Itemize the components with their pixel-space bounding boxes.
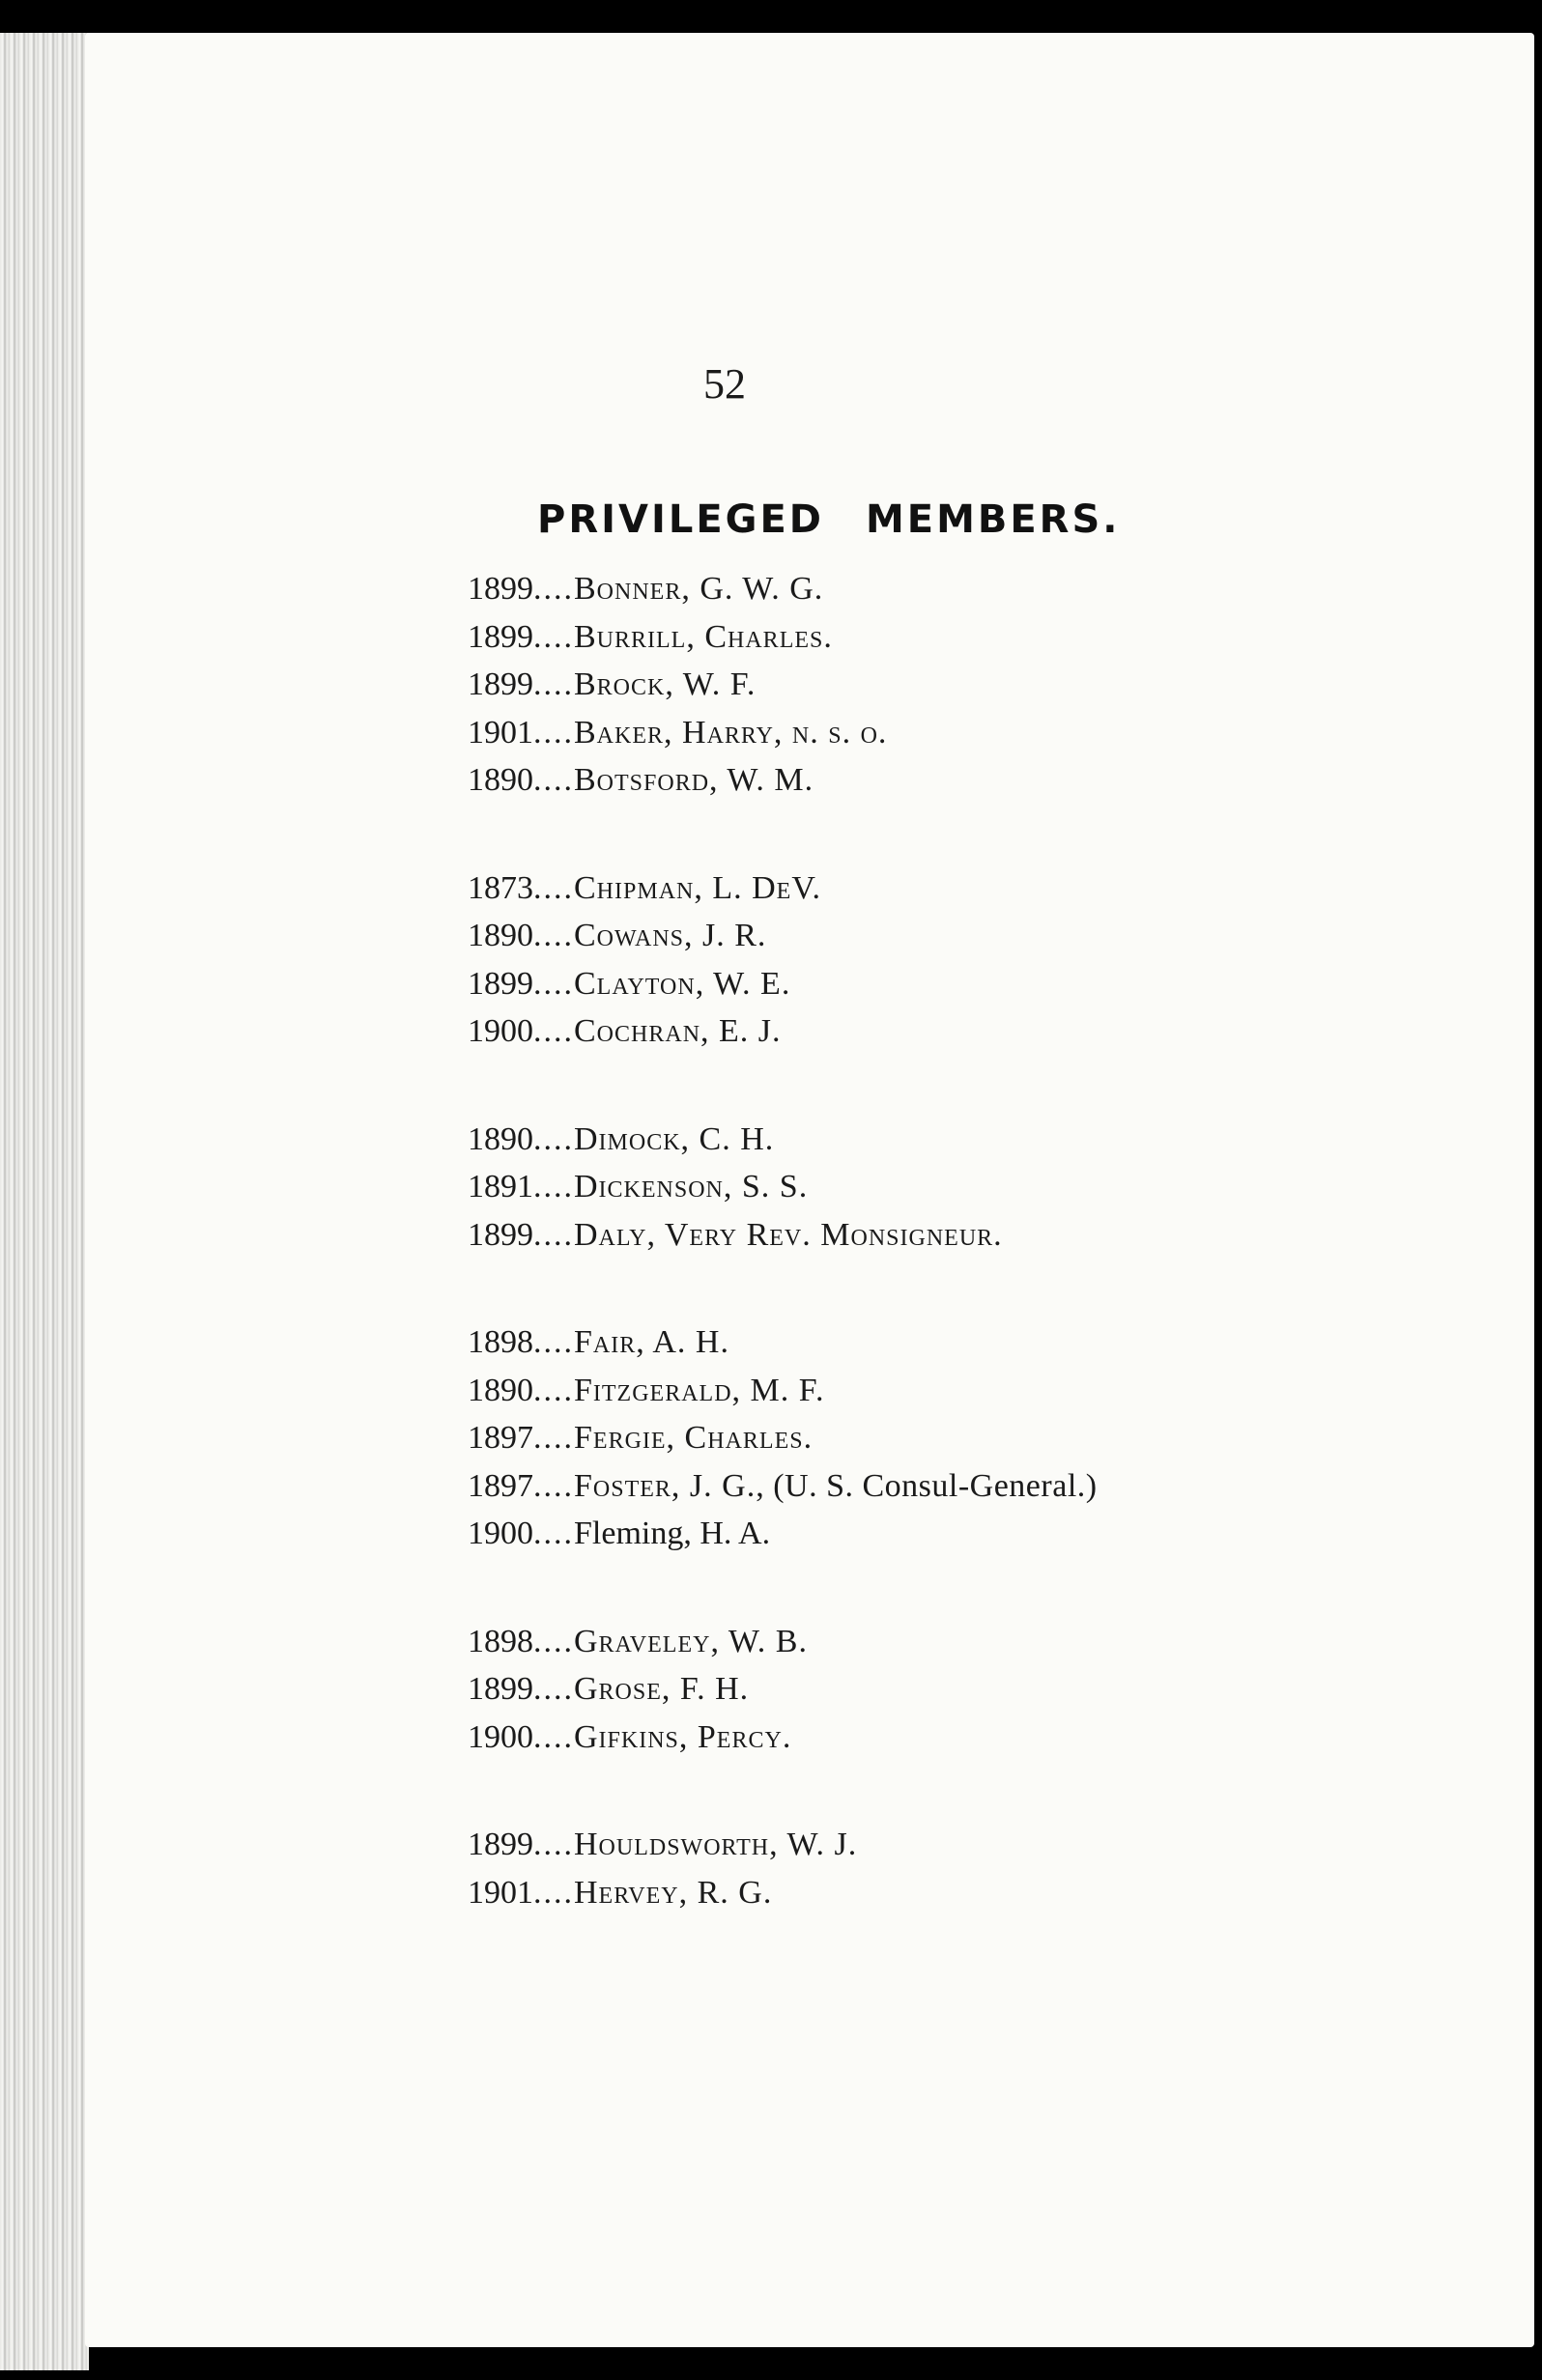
member-entry [468, 1414, 1511, 1462]
member-name: Houldsworth, W. J. [574, 1827, 858, 1862]
member-entry [468, 661, 1511, 709]
member-year: 1900 [468, 1013, 533, 1049]
member-year: 1890 [468, 1120, 533, 1157]
member-name: Grose, F. H. [574, 1671, 750, 1707]
leader-dots: .... [533, 1216, 574, 1253]
member-name: Botsford, W. M. [574, 762, 814, 798]
member-group-c [468, 864, 1511, 1056]
member-year: 1890 [468, 918, 533, 953]
member-entry [468, 1007, 1511, 1056]
member-year: 1898 [468, 1324, 533, 1360]
member-year: 1899 [468, 666, 533, 702]
leader-dots: .... [533, 1671, 574, 1707]
member-entry [468, 1821, 1511, 1869]
member-year: 1899 [468, 571, 533, 607]
leader-dots: .... [533, 1169, 574, 1204]
leader-dots: .... [533, 618, 574, 655]
member-entry [468, 1665, 1511, 1714]
member-year: 1897 [468, 1420, 533, 1456]
member-entry [468, 613, 1511, 662]
leader-dots: .... [533, 1718, 574, 1755]
member-year: 1891 [468, 1169, 533, 1204]
member-name: Fair, A. H. [574, 1324, 729, 1360]
member-name: Hervey, R. G. [574, 1874, 773, 1911]
member-entry [468, 1211, 1511, 1260]
leader-dots: .... [533, 1827, 574, 1862]
leader-dots: .... [533, 1516, 574, 1551]
leader-dots: .... [533, 1013, 574, 1049]
member-group-b [468, 565, 1511, 805]
member-name: Brock, W. F. [574, 666, 757, 702]
leader-dots: .... [533, 1420, 574, 1456]
leader-dots: .... [533, 1874, 574, 1911]
leader-dots: .... [533, 1623, 574, 1659]
member-year: 1901 [468, 714, 533, 751]
page-number: 52 [703, 360, 746, 408]
member-name: Fitzgerald, M. F. [574, 1372, 825, 1408]
member-year: 1890 [468, 762, 533, 798]
member-name: Cowans, J. R. [574, 918, 767, 953]
member-year: 1890 [468, 1372, 533, 1408]
member-entry [468, 565, 1511, 613]
member-entry [468, 1163, 1511, 1211]
member-name: Fleming, H. A. [574, 1516, 771, 1551]
member-year: 1899 [468, 1827, 533, 1862]
member-list [468, 565, 1511, 1976]
member-year: 1900 [468, 1718, 533, 1755]
member-entry [468, 912, 1511, 960]
member-name: Dimock, C. H. [574, 1120, 775, 1157]
member-name: Daly, Very Rev. Monsigneur. [574, 1216, 1003, 1253]
leader-dots: .... [533, 1372, 574, 1408]
member-name: Clayton, W. E. [574, 965, 791, 1002]
member-year: 1899 [468, 965, 533, 1002]
member-entry [468, 1462, 1511, 1511]
member-entry [468, 960, 1511, 1008]
member-year: 1899 [468, 618, 533, 655]
member-name: Burrill, Charles. [574, 618, 833, 655]
leader-dots: .... [533, 1120, 574, 1157]
member-entry [468, 1318, 1511, 1367]
member-group-d [468, 1116, 1511, 1260]
member-year: 1901 [468, 1874, 533, 1911]
member-note: (U. S. Consul-General.) [773, 1467, 1098, 1504]
leader-dots: .... [533, 965, 574, 1002]
member-name: Chipman, L. DeV. [574, 869, 822, 906]
member-name: Dickenson, S. S. [574, 1169, 809, 1204]
member-entry [468, 1116, 1511, 1164]
member-year: 1898 [468, 1623, 533, 1659]
member-entry [468, 1618, 1511, 1666]
member-entry [468, 1367, 1511, 1415]
member-name: Baker, Harry, n. s. o. [574, 714, 888, 751]
member-entry [468, 756, 1511, 805]
member-year: 1899 [468, 1216, 533, 1253]
member-entry [468, 1714, 1511, 1762]
member-year: 1899 [468, 1671, 533, 1707]
member-name: Bonner, G. W. G. [574, 571, 824, 607]
leader-dots: .... [533, 1467, 574, 1504]
leader-dots: .... [533, 1324, 574, 1360]
member-year: 1900 [468, 1516, 533, 1551]
leader-dots: .... [533, 869, 574, 906]
member-entry [468, 1510, 1511, 1558]
member-group-f [468, 1318, 1511, 1558]
leader-dots: .... [533, 762, 574, 798]
leader-dots: .... [533, 918, 574, 953]
member-entry [468, 1869, 1511, 1917]
member-year: 1897 [468, 1467, 533, 1504]
leader-dots: .... [533, 666, 574, 702]
member-name: Foster, J. G., [574, 1467, 765, 1504]
leader-dots: .... [533, 714, 574, 751]
section-heading: PRIVILEGED MEMBERS. [537, 497, 1121, 542]
member-name: Cochran, E. J. [574, 1013, 782, 1049]
leader-dots: .... [533, 571, 574, 607]
member-entry [468, 709, 1511, 757]
member-group-h [468, 1821, 1511, 1916]
member-name: Fergie, Charles. [574, 1420, 814, 1456]
member-group-g [468, 1618, 1511, 1762]
member-year: 1873 [468, 869, 533, 906]
member-name: Gifkins, Percy. [574, 1718, 792, 1755]
member-name: Graveley, W. B. [574, 1623, 808, 1659]
member-entry [468, 864, 1511, 913]
